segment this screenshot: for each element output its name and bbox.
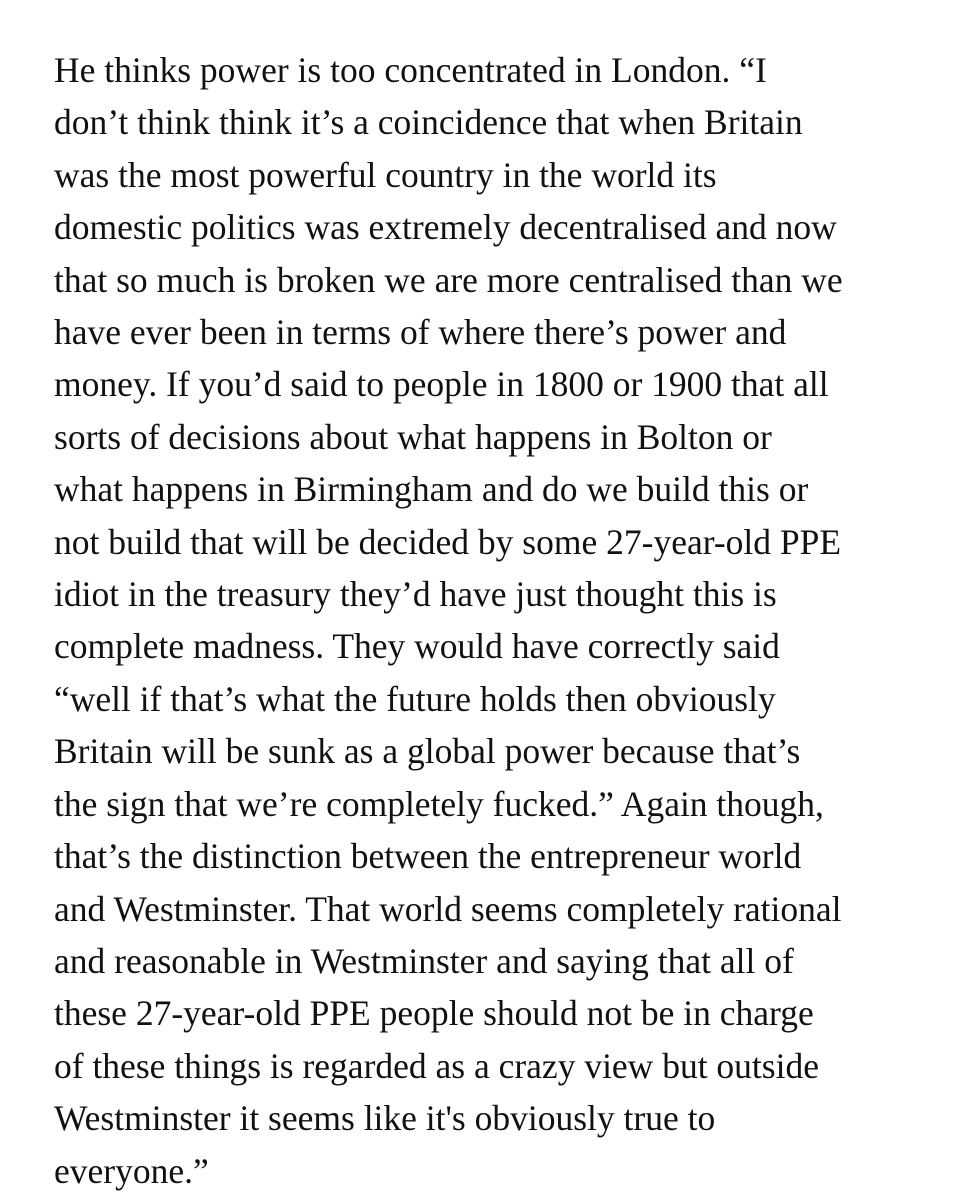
paragraph-line: have ever been in terms of where there’s power and [54,312,787,353]
article-paragraph [54,44,931,1197]
paragraph-line: everyone.” [54,1150,209,1191]
paragraph-line: and reasonable in Westminster and saying that all of [54,940,794,981]
paragraph-line: not build that will be decided by some 27-year-old PPE [54,521,842,562]
paragraph-line: “well if that’s what the future holds then obviously [54,678,776,719]
paragraph-line: these 27-year-old PPE people should not be in charge [54,993,814,1034]
paragraph-line: don’t think think it’s a coincidence that when Britain [54,102,803,143]
paragraph-line: and Westminster. That world seems completely rational [54,888,842,929]
paragraph-line: domestic politics was extremely decentralised and now [54,207,837,248]
paragraph-line: the sign that we’re completely fucked.” Again though, [54,783,824,824]
paragraph-line: of these things is regarded as a crazy view but outside [54,1045,819,1086]
paragraph-line: He thinks power is too concentrated in London. “I [54,50,767,90]
paragraph-line: was the most powerful country in the world its [54,154,717,195]
paragraph-line: idiot in the treasury they’d have just thought this is [54,574,777,615]
paragraph-line: sorts of decisions about what happens in Bolton or [54,416,772,457]
paragraph-line: what happens in Birmingham and do we build this or [54,469,809,510]
paragraph-line: money. If you’d said to people in 1800 or 1900 that all [54,364,829,405]
paragraph-line: Westminster it seems like it's obviously true to [54,1098,716,1139]
paragraph-line: that so much is broken we are more centralised than we [54,259,843,300]
paragraph-line: complete madness. They would have correctly said [54,626,780,667]
paragraph-line: Britain will be sunk as a global power because that’s [54,731,801,772]
paragraph-line: that’s the distinction between the entrepreneur world [54,836,802,877]
